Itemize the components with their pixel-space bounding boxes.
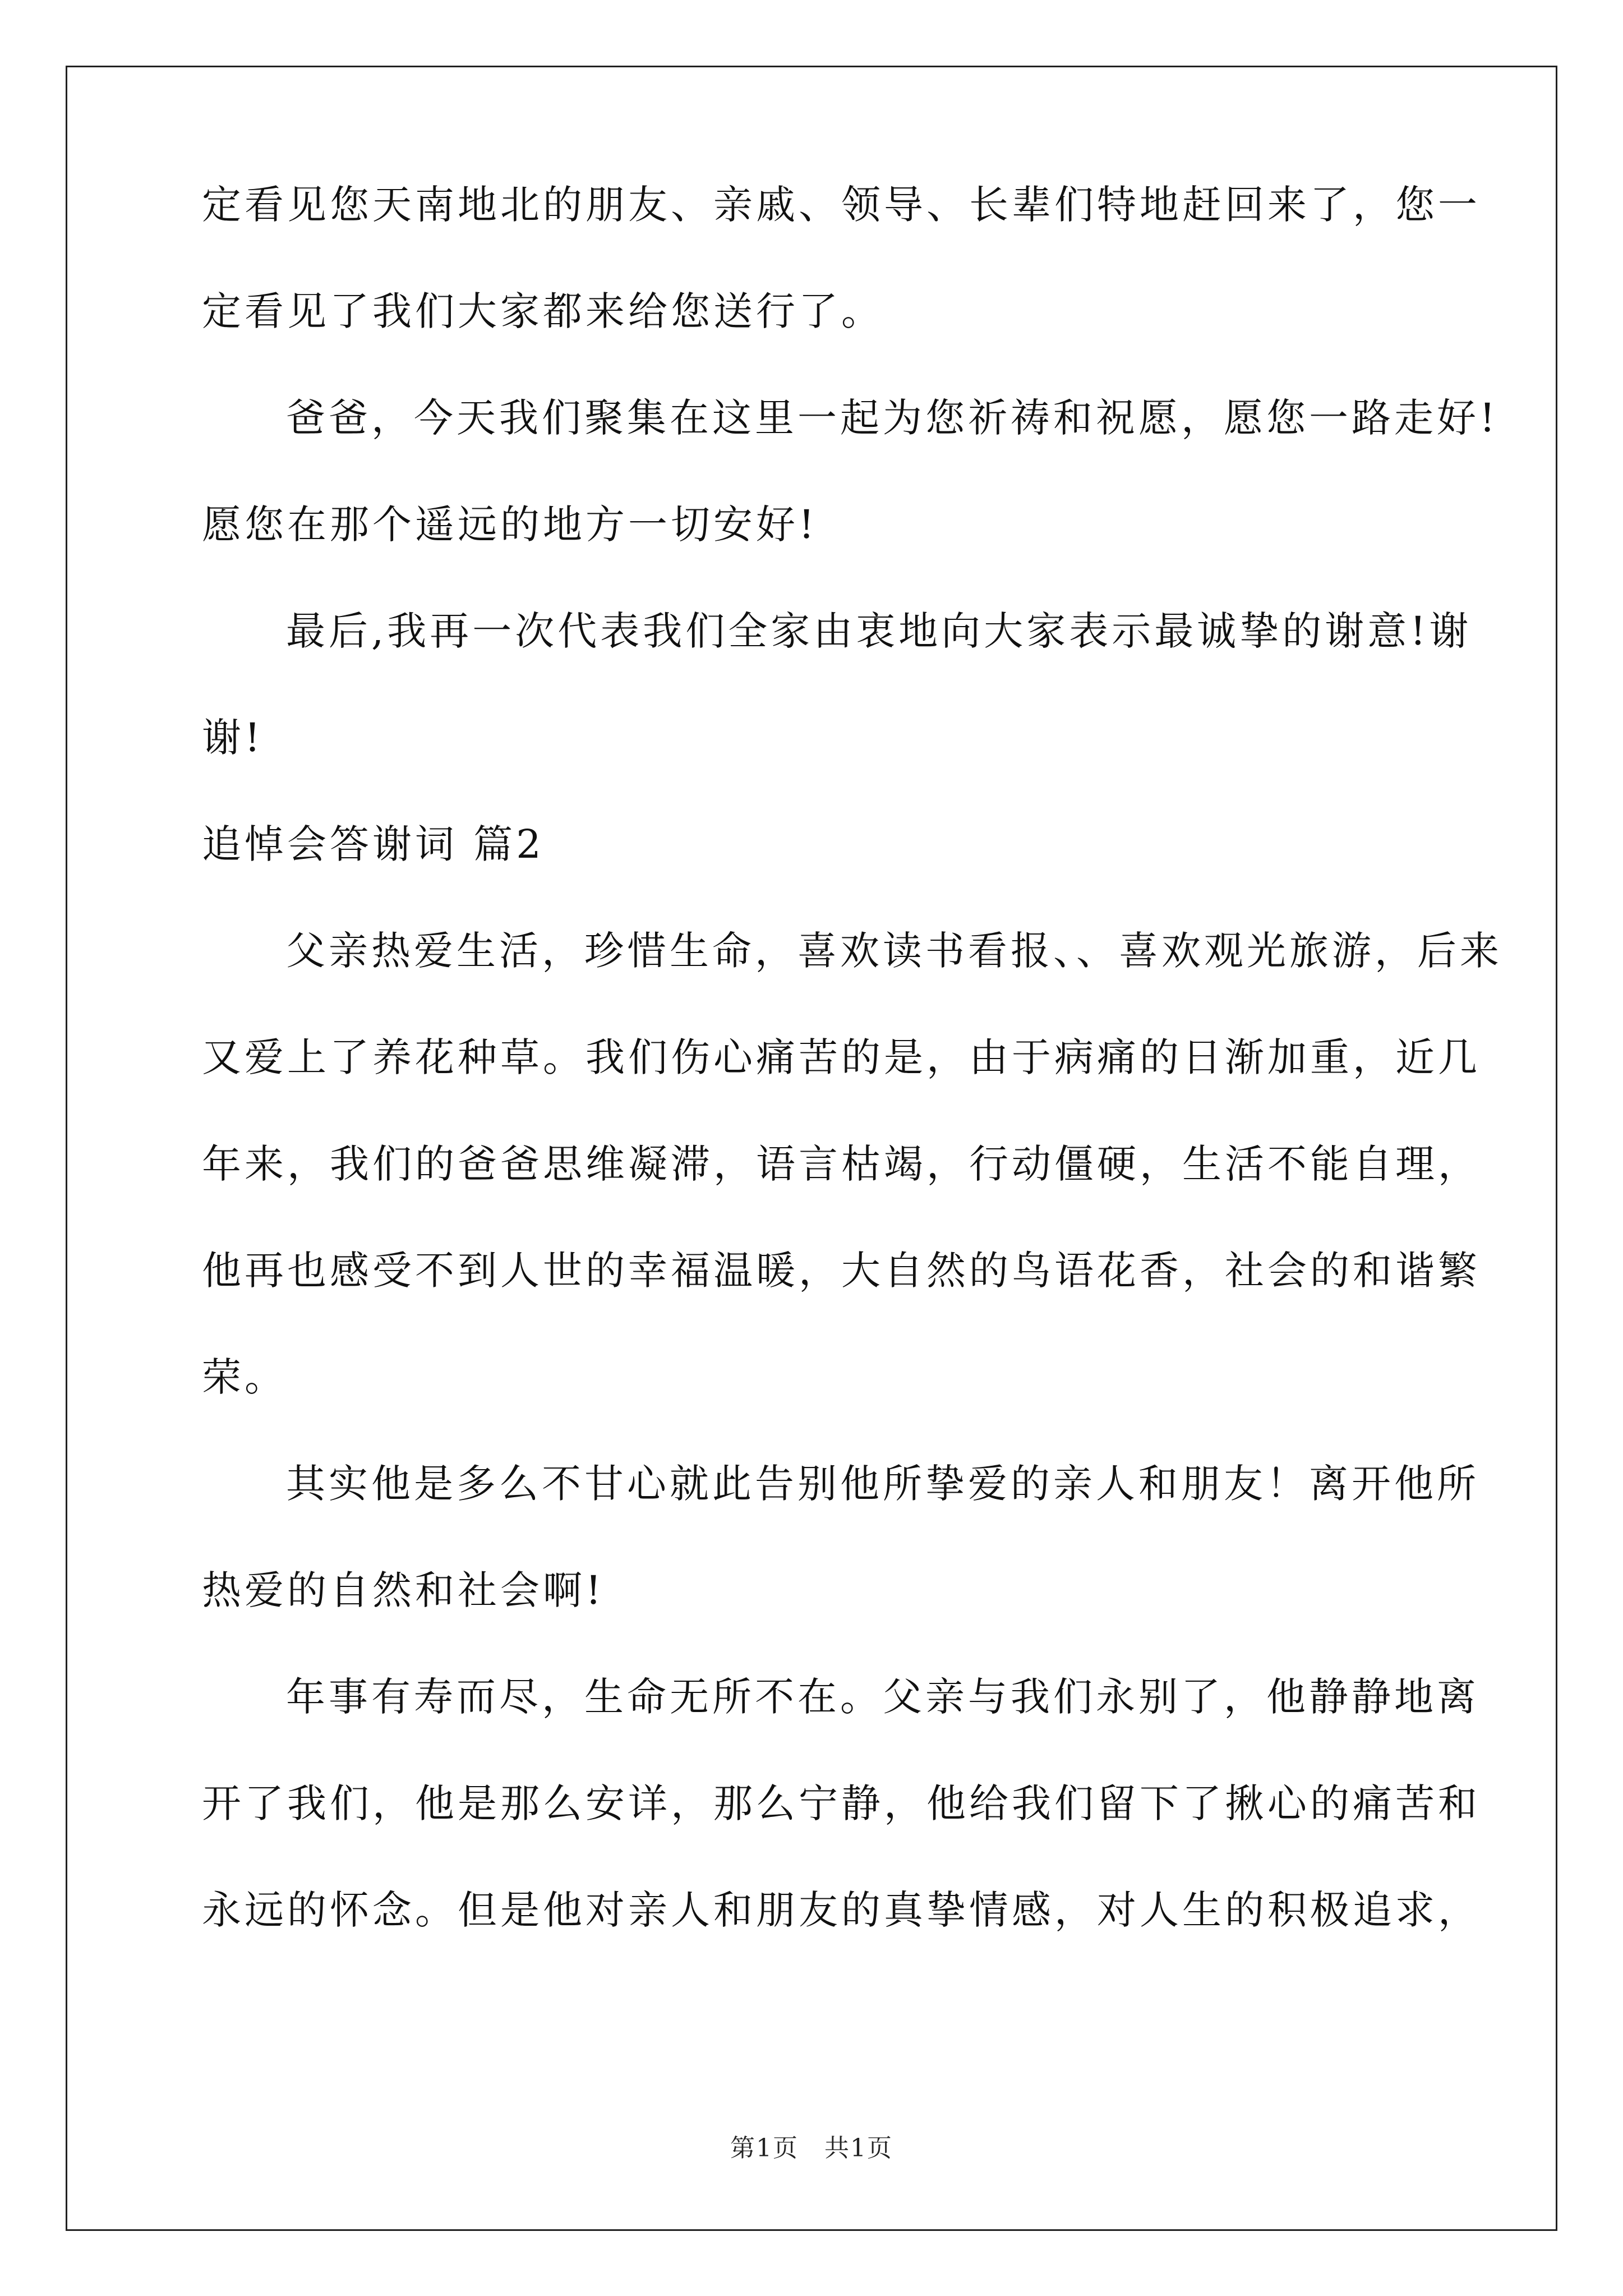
paragraph-line: 定看见了我们大家都来给您送行了。 [202,288,884,334]
paragraph-line: 其实他是多么不甘心就此告别他所挚爱的亲人和朋友！离开他所 [286,1461,1479,1507]
paragraph-line: 年来，我们的爸爸思维凝滞，语言枯竭，行动僵硬，生活不能自理， [202,1141,1481,1187]
paragraph-line: 他再也感受不到人世的幸福温暖，大自然的鸟语花香，社会的和谐繁 [202,1248,1481,1294]
paragraph-line: 愿您在那个遥远的地方一切安好! [202,501,818,547]
paragraph-line: 年事有寿而尽，生命无所不在。父亲与我们永别了，他静静地离 [286,1674,1479,1720]
paragraph-line: 爸爸，今天我们聚集在这里一起为您祈祷和祝愿，愿您一路走好! [286,395,1499,441]
paragraph-line: 最后,我再一次代表我们全家由衷地向大家表示最诚挚的谢意!谢 [286,608,1472,654]
paragraph-line: 谢! [202,715,264,761]
paragraph-line: 开了我们，他是那么安详，那么宁静，他给我们留下了揪心的痛苦和 [202,1780,1481,1826]
paragraph-line: 父亲热爱生活，珍惜生命，喜欢读书看报、、喜欢观光旅游，后来 [286,928,1502,974]
paragraph-line: 又爱上了养花种草。我们伤心痛苦的是，由于病痛的日渐加重，近几 [202,1034,1481,1080]
paragraph-line: 热爱的自然和社会啊! [202,1567,605,1613]
page-footer: 第1页 共1页 [730,2134,893,2162]
paragraph-line: 永远的怀念。但是他对亲人和朋友的真挚情感，对人生的积极追求， [202,1887,1481,1933]
section-heading: 追悼会答谢词 篇2 [202,821,545,867]
paragraph-line: 定看见您天南地北的朋友、亲戚、领导、长辈们特地赶回来了，您一 [202,182,1481,228]
paragraph-line: 荣。 [202,1354,287,1400]
